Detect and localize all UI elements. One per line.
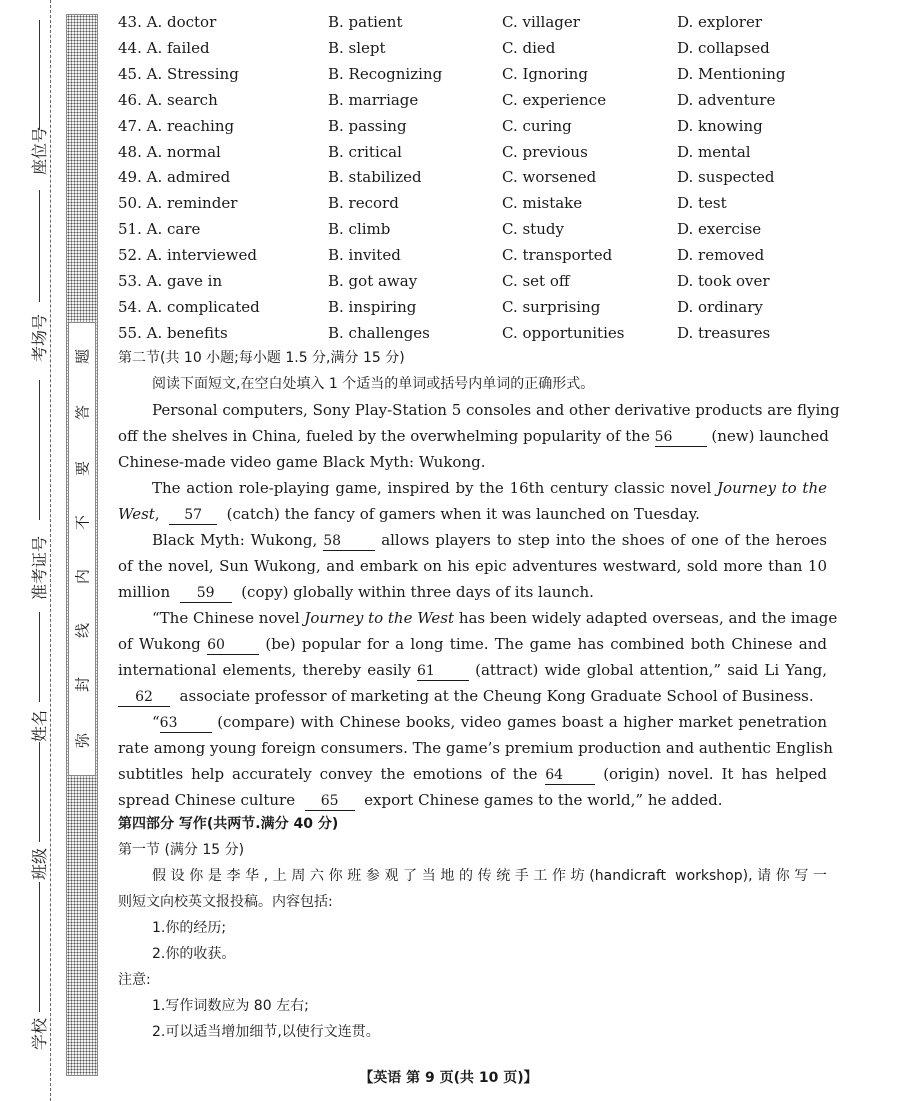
option-row-43 <box>118 12 838 32</box>
option-46-b[interactable]: B. marriage <box>328 90 419 109</box>
option-47-b[interactable]: B. passing <box>328 116 407 135</box>
option-54-a[interactable]: 54. A. complicated <box>118 297 260 316</box>
option-55-c[interactable]: C. opportunities <box>502 323 625 342</box>
option-51-d[interactable]: D. exercise <box>677 220 762 239</box>
admission-number-label: 准考证号 <box>30 536 49 601</box>
page-footer: 【英语 第 9 页(共 10 页)】 <box>359 1070 538 1086</box>
writing-note: 2.可以适当增加细节,以使行文连贯。 <box>152 1024 380 1040</box>
option-52-c[interactable]: C. transported <box>502 246 613 265</box>
option-53-d[interactable]: D. took over <box>677 272 770 290</box>
warning-char: 弥 <box>73 733 92 749</box>
option-50-d[interactable]: D. test <box>677 194 727 213</box>
option-43-c[interactable]: C. villager <box>502 13 580 31</box>
option-45-d[interactable]: D. Mentioning <box>677 64 786 83</box>
school-blank <box>39 882 41 1012</box>
option-47-c[interactable]: C. curing <box>502 116 572 135</box>
writing-item: 2.你的收获。 <box>152 946 236 962</box>
option-48-c[interactable]: C. previous <box>502 142 588 161</box>
passage-line: “The Chinese novel Journey to the West has been widely adapted overseas, and the image <box>152 609 838 627</box>
admission-number-blank <box>39 380 41 520</box>
option-54-b[interactable]: B. inspiring <box>328 297 417 316</box>
option-45-c[interactable]: C. Ignoring <box>502 64 588 83</box>
writing-note-label: 注意: <box>118 972 151 988</box>
option-55-d[interactable]: D. treasures <box>677 323 771 342</box>
part4-section1-heading: 第一节 (满分 15 分) <box>118 842 245 858</box>
passage-line: rate among young foreign consumers. The game’s premium production and authentic English <box>118 739 833 757</box>
option-52-b[interactable]: B. invited <box>328 246 401 265</box>
blank-63[interactable]: 63 <box>160 715 212 733</box>
option-row-55 <box>118 323 838 343</box>
option-55-a[interactable]: 55. A. benefits <box>118 323 228 342</box>
option-row-44 <box>118 38 838 58</box>
option-53-b[interactable]: B. got away <box>328 272 418 290</box>
option-53-a[interactable]: 53. A. gave in <box>118 272 223 290</box>
option-44-a[interactable]: 44. A. failed <box>118 38 210 57</box>
option-44-b[interactable]: B. slept <box>328 38 386 57</box>
option-54-c[interactable]: C. surprising <box>502 297 601 316</box>
school-label: 学校 <box>30 1018 49 1051</box>
binding-cut-line <box>50 0 52 1101</box>
option-49-c[interactable]: C. worsened <box>502 168 597 187</box>
option-49-b[interactable]: B. stabilized <box>328 168 422 187</box>
warning-char: 线 <box>73 623 92 639</box>
option-50-b[interactable]: B. record <box>328 194 399 213</box>
option-48-a[interactable]: 48. A. normal <box>118 142 221 161</box>
option-46-a[interactable]: 46. A. search <box>118 90 218 109</box>
option-44-c[interactable]: C. died <box>502 38 556 57</box>
seal-line-warning <box>68 322 96 776</box>
passage-line: Black Myth: Wukong, 58 allows players to step into the shoes of one of the heroes <box>152 531 827 549</box>
passage-line: of Wukong 60 (be) popular for a long time. The game has combined both Chinese and <box>118 635 827 653</box>
warning-char: 内 <box>73 569 92 585</box>
writing-prompt-line: 假设你是李华,上周六你班参观了当地的传统手工作坊(handicraft workshop),请你写一 <box>152 868 827 884</box>
option-45-b[interactable]: B. Recognizing <box>328 64 443 83</box>
passage-line: of the novel, Sun Wukong, and embark on his epic adventures westward, sold more than 10 <box>118 557 827 575</box>
passage-line: international elements, thereby easily 61 (attract) wide global attention,” said Li Yang, <box>118 661 827 679</box>
writing-prompt-line: 则短文向校英文报投稿。内容包括: <box>118 894 333 910</box>
class-blank <box>39 742 41 842</box>
exam-room-blank <box>39 190 41 302</box>
option-46-c[interactable]: C. experience <box>502 90 607 109</box>
blank-65[interactable]: 65 <box>305 793 355 811</box>
blank-57[interactable]: 57 <box>169 507 217 525</box>
option-43-d[interactable]: D. explorer <box>677 13 763 31</box>
option-52-a[interactable]: 52. A. interviewed <box>118 246 257 265</box>
option-row-52 <box>118 245 838 265</box>
option-55-b[interactable]: B. challenges <box>328 323 430 342</box>
passage-line: spread Chinese culture 65 export Chinese games to the world,” he added. <box>118 791 723 809</box>
option-49-a[interactable]: 49. A. admired <box>118 168 231 187</box>
blank-58[interactable]: 58 <box>323 533 375 551</box>
passage-line: off the shelves in China, fueled by the overwhelming popularity of the 56 (new) launched <box>118 427 829 445</box>
option-row-51 <box>118 219 838 239</box>
option-51-a[interactable]: 51. A. care <box>118 220 201 239</box>
option-row-45 <box>118 64 838 84</box>
blank-60[interactable]: 60 <box>207 637 259 655</box>
passage-line: million 59 (copy) globally within three days of its launch. <box>118 583 594 601</box>
warning-char: 要 <box>73 461 92 477</box>
option-52-d[interactable]: D. removed <box>677 246 765 265</box>
option-row-49 <box>118 167 838 187</box>
option-51-c[interactable]: C. study <box>502 220 564 239</box>
option-53-c[interactable]: C. set off <box>502 272 570 290</box>
option-row-48 <box>118 142 838 162</box>
warning-char: 不 <box>73 515 92 531</box>
passage-line: West, 57 (catch) the fancy of gamers when it was launched on Tuesday. <box>118 505 700 523</box>
blank-59[interactable]: 59 <box>180 585 232 603</box>
seat-number-label: 座位号 <box>30 127 49 176</box>
option-47-d[interactable]: D. knowing <box>677 116 763 135</box>
writing-item: 1.你的经历; <box>152 920 227 936</box>
option-row-53 <box>118 271 838 291</box>
passage-line: subtitles help accurately convey the emotions of the 64 (origin) novel. It has helped <box>118 765 827 783</box>
name-label: 姓名 <box>30 710 49 743</box>
option-43-b[interactable]: B. patient <box>328 13 403 31</box>
option-46-d[interactable]: D. adventure <box>677 90 776 109</box>
warning-char: 题 <box>73 349 92 365</box>
option-49-d[interactable]: D. suspected <box>677 168 775 187</box>
option-54-d[interactable]: D. ordinary <box>677 297 763 316</box>
section2-instruction: 阅读下面短文,在空白处填入 1 个适当的单词或括号内单词的正确形式。 <box>152 376 595 392</box>
option-47-a[interactable]: 47. A. reaching <box>118 116 235 135</box>
warning-char: 封 <box>73 677 92 693</box>
blank-64[interactable]: 64 <box>545 767 595 785</box>
option-row-46 <box>118 90 838 110</box>
part4-heading: 第四部分 写作(共两节.满分 40 分) <box>118 816 339 832</box>
passage-line: Chinese-made video game Black Myth: Wukong. <box>118 453 486 471</box>
option-row-47 <box>118 116 838 136</box>
blank-56[interactable]: 56 <box>655 429 707 447</box>
option-row-50 <box>118 193 838 213</box>
option-48-d[interactable]: D. mental <box>677 142 751 161</box>
warning-char: 答 <box>73 405 92 421</box>
blank-61[interactable]: 61 <box>417 663 469 681</box>
exam-room-label: 考场号 <box>30 314 49 363</box>
option-50-a[interactable]: 50. A. reminder <box>118 194 238 213</box>
seat-number-blank <box>39 20 41 130</box>
option-43-a[interactable]: 43. A. doctor <box>118 13 217 31</box>
option-48-b[interactable]: B. critical <box>328 142 402 161</box>
option-45-a[interactable]: 45. A. Stressing <box>118 64 239 83</box>
class-label: 班级 <box>30 848 49 881</box>
writing-note: 1.写作词数应为 80 左右; <box>152 998 309 1014</box>
passage-line: “63 (compare) with Chinese books, video games boast a higher market penetration <box>152 713 827 731</box>
option-50-c[interactable]: C. mistake <box>502 194 583 213</box>
passage-line: 62 associate professor of marketing at the Cheung Kong Graduate School of Business. <box>118 686 827 706</box>
option-44-d[interactable]: D. collapsed <box>677 38 770 57</box>
section2-heading: 第二节(共 10 小题;每小题 1.5 分,满分 15 分) <box>118 350 405 366</box>
passage-line: Personal computers, Sony Play-Station 5 consoles and other derivative products are flying <box>152 401 840 419</box>
option-51-b[interactable]: B. climb <box>328 220 391 239</box>
passage-line: The action role-playing game, inspired by the 16th century classic novel Journey to the <box>152 479 827 497</box>
name-blank <box>39 612 41 702</box>
blank-62[interactable]: 62 <box>118 689 170 707</box>
option-row-54 <box>118 297 838 317</box>
